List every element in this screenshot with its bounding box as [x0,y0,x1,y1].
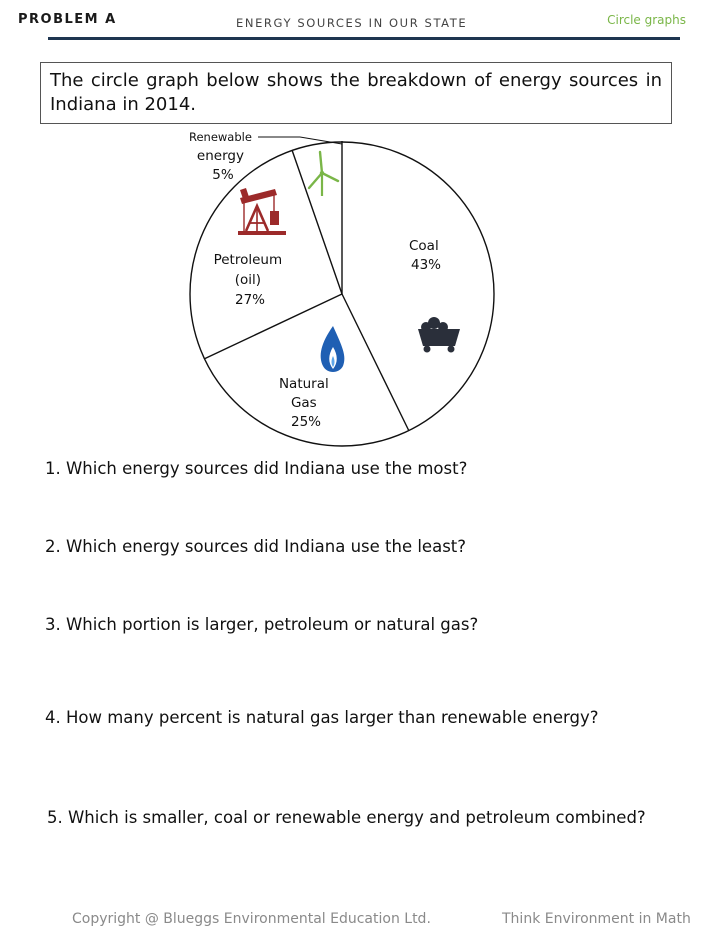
oil-pump-icon [238,188,286,235]
coal-cart-icon [418,317,460,353]
petroleum-slice-label: Petroleum (oil) 27% [213,252,283,308]
question-4: 4. How many percent is natural gas larger than renewable energy? [45,708,599,727]
petroleum-renewable-edge [292,150,342,294]
question-2: 2. Which energy sources did Indiana use the least? [45,537,467,556]
topic-tag: Circle graphs [607,13,686,27]
gas-petroleum-edge [204,294,342,359]
natural-gas-slice-label: Natural Gas 25% [278,376,329,430]
footer-copyright: Copyright @ Blueggs Environmental Education Ltd. [72,911,431,927]
footer-tagline: Think Environment in Math [502,911,691,927]
coal-gas-edge [342,294,409,431]
wind-turbine-icon [309,152,338,196]
coal-slice-label: Coal 43% [408,238,442,273]
renewable-slice-label: Renewable energy 5% [188,130,252,183]
question-1: 1. Which energy sources did Indiana use the most? [45,459,468,478]
energy-pie-chart [0,0,720,460]
question-3: 3. Which portion is larger, petroleum or natural gas? [45,615,479,634]
problem-label: PROBLEM A [18,12,117,27]
gas-flame-icon [321,326,345,372]
intro-text-box: The circle graph below shows the breakdown of energy sources in Indiana in 2014. [40,62,672,124]
question-5: 5. Which is smaller, coal or renewable energy and petroleum combined? [47,808,646,827]
page-title: ENERGY SOURCES IN OUR STATE [236,16,468,30]
